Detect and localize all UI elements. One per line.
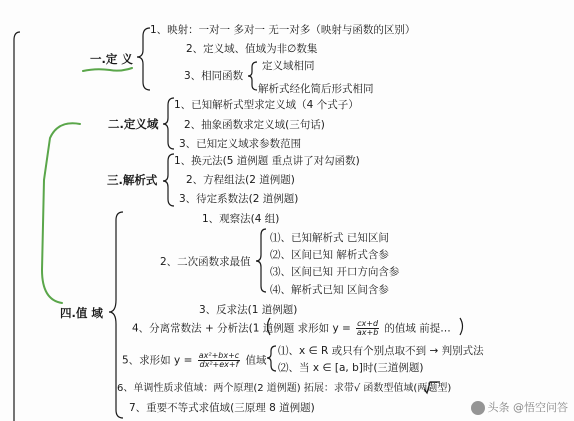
watermark [471, 399, 569, 415]
range-item-2-sub-4: ⑷、解析式已知 区间含参 [270, 284, 389, 296]
section-title-domain: 二.定义域 [108, 117, 159, 131]
same-func-brace [248, 62, 257, 90]
range-item-3: 3、反求法(1 道例题) [199, 304, 298, 316]
green-underline-def [83, 68, 132, 71]
range-item-5-suffix: 值域 [245, 354, 267, 367]
range-item-4-prefix: 4、分离常数法 + 分析法(1 道例题 求形如 y = [132, 322, 351, 335]
outer-brace [14, 32, 20, 421]
expr-brace [163, 154, 174, 206]
range-item-4 [132, 320, 451, 337]
def-item-3: 3、相同函数 [184, 70, 244, 82]
watermark-logo-icon [471, 401, 485, 415]
range-item-5-denominator: dx²+ex+f [199, 360, 239, 369]
domain-item-1: 1、已知解析式型求定义域（4 个式子） [174, 99, 359, 111]
range-item-2-sub-3: ⑶、区间已知 开口方向含参 [270, 266, 400, 278]
section-title-definition: 一.定 义 [90, 52, 133, 66]
paren4-right [460, 318, 463, 335]
range-item-4-numerator: cx+d [357, 319, 379, 328]
range-item-4-fraction [356, 320, 379, 337]
expr-item-1: 1、换元法(5 道例题 重点讲了对勾函数) [174, 155, 360, 167]
range-item-2: 2、二次函数求最值 [160, 256, 251, 268]
range-item-5-sub-1: ⑴、x ∈ R 或只有个别点取不到 → 判别式法 [278, 345, 484, 357]
range-item-5-fraction [198, 352, 240, 369]
range-item-4-suffix: 的值域 前提… [384, 322, 451, 335]
range-item-5-prefix: 5、求形如 y = [122, 354, 193, 367]
range-item-5-numerator: ax²+bx+c [198, 351, 240, 360]
domain-brace [163, 98, 174, 149]
green-brace-left [42, 123, 80, 303]
range-item-2-sub-1: ⑴、已知解析式 已知区间 [270, 232, 389, 244]
range-item-5-sub-2: ⑵、当 x ∈ [a, b]时(三道例题) [278, 362, 424, 374]
def-sub-1: 定义域相同 [262, 60, 315, 72]
watermark-text: 头条 @悟空问答 [487, 401, 568, 414]
range-item-4-denominator: ax+b [356, 328, 379, 337]
range-item-1: 1、观察法(4 组) [202, 213, 280, 225]
def-brace [137, 28, 150, 90]
quad-brace [256, 229, 266, 292]
range-item-7: 7、重要不等式求值域(三原理 8 道例题) [129, 402, 315, 414]
def-item-1: 1、映射：一对一 多对一 无一对多（映射与函数的区别） [150, 24, 416, 36]
range-item-2-sub-2: ⑵、区间已知 解析式含参 [270, 249, 389, 261]
expr-item-3: 3、待定系数法(2 道例题) [179, 193, 299, 205]
frac2-brace [267, 346, 276, 371]
range-item-6: 6、单调性质求值域：两个原理(2 道例题) 拓展：求带√ 函数型值域(两题型) [117, 383, 452, 394]
domain-item-2: 2、抽象函数求定义域(三句话) [184, 119, 325, 131]
domain-item-3: 3、已知定义域求参数范围 [179, 138, 302, 150]
section-title-expression: 三.解析式 [107, 173, 158, 187]
range-item-5 [122, 352, 267, 369]
def-sub-2: 解析式经化简后形式相同 [258, 83, 374, 95]
section-title-range: 四.值 域 [60, 306, 103, 320]
expr-item-2: 2、方程组法(2 道例题) [186, 174, 295, 186]
def-item-2: 2、定义域、值域为非∅数集 [186, 43, 318, 55]
